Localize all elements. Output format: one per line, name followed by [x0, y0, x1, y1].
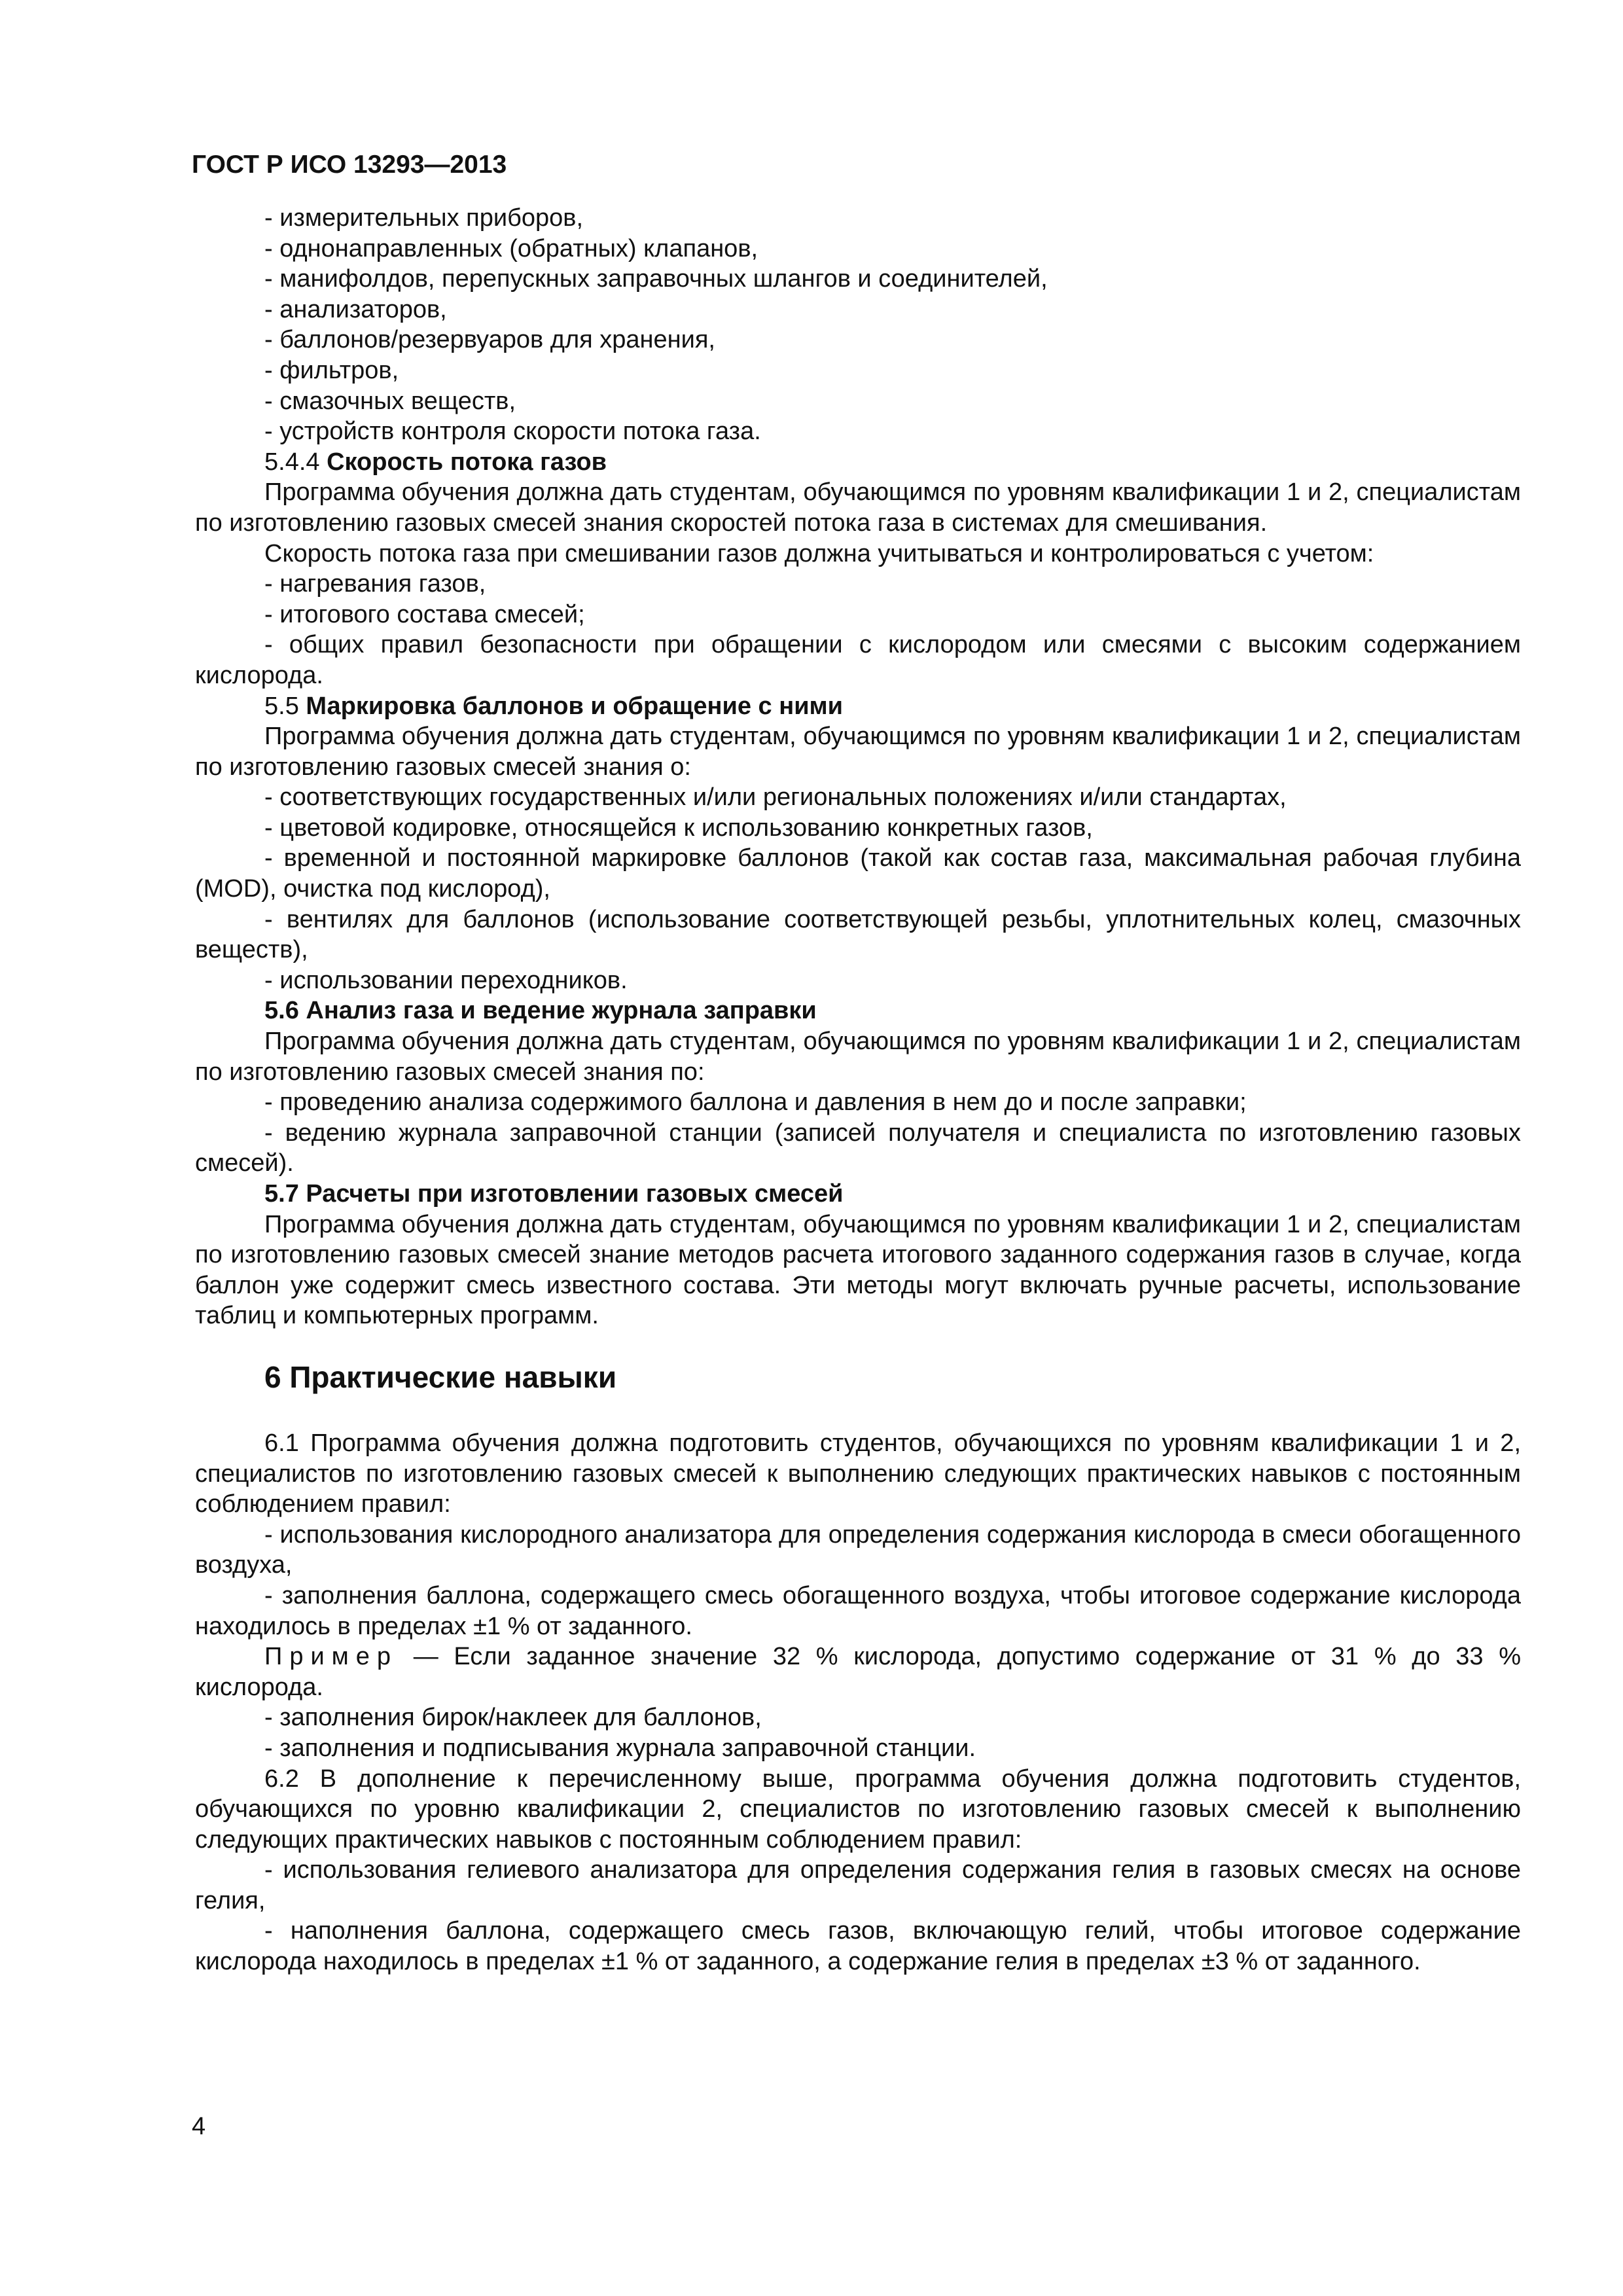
- list-item: - цветовой кодировке, относящейся к использованию конкретных газов,: [264, 814, 1093, 842]
- page-number: 4: [192, 2113, 206, 2140]
- list-item: - устройств контроля скорости потока газа.: [264, 418, 761, 446]
- document-header: ГОСТ Р ИСО 13293—2013: [192, 151, 507, 179]
- list-item: - манифолдов, перепускных заправочных шлангов и соединителей,: [264, 265, 1048, 293]
- section-heading-6: 6 Практические навыки: [264, 1359, 617, 1394]
- paragraph: 6.1 Программа обучения должна подготовить студентов, обучающихся по уровням квалификации 1 и 2, специалистов по изготовлению газовых смесей к выполнению следующих практических навыков с постоянным соблюдением правил:: [195, 1429, 1521, 1518]
- list-item: - соответствующих государственных и/или региональных положениях и/или стандартах,: [264, 783, 1287, 812]
- list-item: - нагревания газов,: [264, 570, 486, 598]
- list-item: - заполнения и подписывания журнала заправочной станции.: [264, 1734, 976, 1762]
- list-item: - ведению журнала заправочной станции (записей получателя и специалиста по изготовлению газовых смесей).: [195, 1119, 1521, 1177]
- example-note: [195, 1641, 1521, 1702]
- paragraph: Программа обучения должна дать студентам, обучающимся по уровням квалификации 1 и 2, специалистам по изготовлению газовых смесей знания по:: [195, 1028, 1521, 1086]
- example-text: — Если заданное значение 32 % кислорода, допустимо содержание от 31 % до 33 % кислорода.: [195, 1643, 1521, 1701]
- list-item: - фильтров,: [264, 356, 399, 384]
- list-item: - однонаправленных (обратных) клапанов,: [264, 234, 758, 262]
- list-item: - использования гелиевого анализатора для определения содержания гелия в газовых смесях на основе гелия,: [195, 1856, 1521, 1914]
- paragraph: 6.2 В дополнение к перечисленному выше, программа обучения должна подготовить студентов, обучающихся по уровню квалификации 2, специалистов по изготовлению газовых смесей к выполнению следующих практических навыков с постоянным соблюдением правил:: [195, 1765, 1521, 1854]
- list-item: - итогового состава смесей;: [264, 600, 585, 628]
- list-item: - заполнения баллона, содержащего смесь обогащенного воздуха, чтобы итоговое содержание кислорода находилось в пределах ±1 % от заданного.: [195, 1581, 1521, 1640]
- section-number: 5.4.4: [264, 448, 320, 476]
- list-item: - заполнения бирок/наклеек для баллонов,: [264, 1704, 762, 1732]
- paragraph: Программа обучения должна дать студентам, обучающимся по уровням квалификации 1 и 2, специалистам по изготовлению газовых смесей знания скоростей потока газа в системах для смешивания.: [195, 478, 1521, 537]
- list-item: - использовании переходников.: [264, 966, 628, 994]
- example-label: Пример: [264, 1643, 399, 1671]
- paragraph: Скорость потока газа при смешивании газов должна учитываться и контролироваться с учетом:: [264, 539, 1374, 567]
- list-item: - использования кислородного анализатора для определения содержания кислорода в смеси обогащенного воздуха,: [195, 1520, 1521, 1579]
- list-item: - наполнения баллона, содержащего смесь газов, включающую гелий, чтобы итоговое содержание кислорода находилось в пределах ±1 % от заданного, а содержание гелия в пределах ±3 % от заданного.: [195, 1917, 1521, 1976]
- document-body: [195, 203, 1521, 1977]
- list-item: - смазочных веществ,: [264, 387, 516, 415]
- paragraph: Программа обучения должна дать студентам, обучающимся по уровням квалификации 1 и 2, специалистам по изготовлению газовых смесей знание методов расчета итогового заданного содержания газов в случае, когда баллон уже содержит смесь известного состава. Эти методы могут включать ручные расчеты, использование таблиц и компьютерных программ.: [195, 1210, 1521, 1330]
- section-heading-5-5: [195, 691, 1521, 722]
- list-item: - проведению анализа содержимого баллона и давления в нем до и после заправки;: [264, 1088, 1247, 1117]
- list-item: - временной и постоянной маркировке баллонов (такой как состав газа, максимальная рабочая глубина (MOD), очистка под кислород),: [195, 844, 1521, 903]
- list-item: - анализаторов,: [264, 295, 447, 323]
- section-title: Скорость потока газов: [327, 448, 607, 476]
- section-heading-5-6: 5.6 Анализ газа и ведение журнала заправки: [264, 997, 817, 1025]
- section-number: 5.5: [264, 692, 299, 720]
- list-item: - вентилях для баллонов (использование соответствующей резьбы, уплотнительных колец, смазочных веществ),: [195, 905, 1521, 964]
- paragraph: Программа обучения должна дать студентам, обучающимся по уровням квалификации 1 и 2, специалистам по изготовлению газовых смесей знания о:: [195, 723, 1521, 781]
- list-item: - баллонов/резервуаров для хранения,: [264, 326, 715, 354]
- section-heading-5-4-4: [195, 447, 1521, 478]
- list-item: - измерительных приборов,: [264, 204, 584, 232]
- section-heading-5-7: 5.7 Расчеты при изготовлении газовых смесей: [264, 1180, 844, 1208]
- section-title: Маркировка баллонов и обращение с ними: [306, 692, 844, 720]
- list-item: - общих правил безопасности при обращении с кислородом или смесями с высоким содержанием кислорода.: [195, 631, 1521, 689]
